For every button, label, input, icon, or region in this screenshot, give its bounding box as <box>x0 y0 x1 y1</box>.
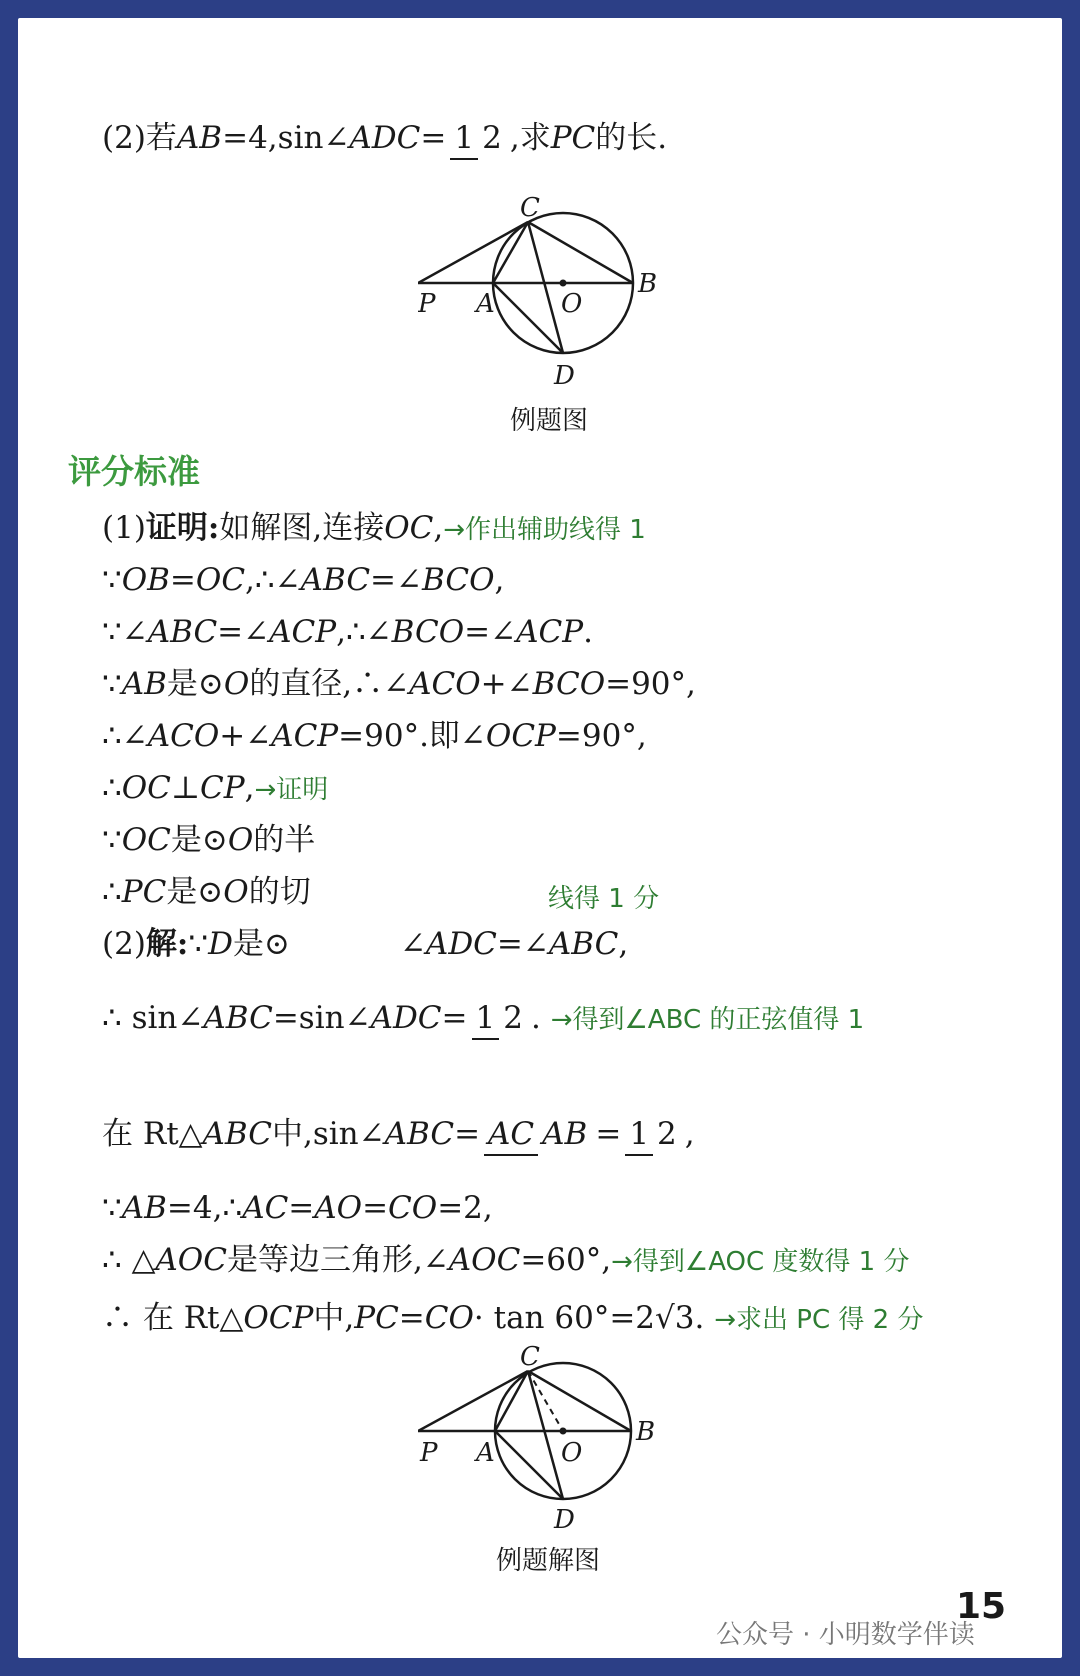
page-number: 15 <box>956 1586 1007 1627</box>
section-title: 评分标准 <box>68 452 200 491</box>
label-p: P <box>418 289 436 319</box>
solution-line-13: ∴ △AOC是等边三角形,∠AOC=60°,→得到∠AOC 度数得 1 分 <box>102 1240 909 1282</box>
score-note: →作出辅助线得 1 <box>443 515 646 545</box>
figure-2-caption: 例题解图 <box>496 1546 601 1576</box>
watermark: 公众号 · 小明数学伴读 <box>716 1620 975 1650</box>
solution-line-7: ∵OC是⊙O的半 <box>102 822 316 858</box>
label-c: C <box>520 193 540 223</box>
solution-line-1: (1)证明:如解图,连接OC,→作出辅助线得 1 <box>102 508 646 550</box>
geometry-figure-2 <box>418 1343 718 1553</box>
label-p: P <box>420 1438 438 1468</box>
label-d: D <box>554 1505 575 1535</box>
question-line: (2)若AB=4,sin∠ADC= 1 2 ,求PC的长. <box>102 118 667 160</box>
score-note: →得到∠AOC 度数得 1 分 <box>611 1247 910 1277</box>
solution-line-3: ∵∠ABC=∠ACP,∴∠BCO=∠ACP. <box>102 614 593 650</box>
page <box>18 18 1062 1658</box>
fraction: 1 2 <box>625 1115 680 1156</box>
solution-line-2: ∵OB=OC,∴∠ABC=∠BCO, <box>102 562 505 598</box>
line-cd <box>528 222 563 353</box>
label-o: O <box>561 1438 583 1468</box>
solution-line-10: ∴ sin∠ABC=sin∠ADC= 1 2 . →得到∠ABC 的正弦值得 1 <box>102 998 864 1040</box>
label-o: O <box>561 289 583 319</box>
score-note: →求出 PC 得 2 分 <box>714 1305 924 1335</box>
solution-line-4: ∵AB是⊙O的直径,∴∠ACO+∠BCO=90°, <box>102 666 696 702</box>
solution-line-14: ∴ 在 Rt△OCP中,PC=CO· tan 60°=2√3. →求出 PC 得 2 分 <box>102 1298 923 1340</box>
figure-1-caption: 例题图 <box>510 406 589 436</box>
solution-line-11: 在 Rt△ABC中,sin∠ABC= AC AB = 1 2 , <box>102 1114 695 1156</box>
label-d: D <box>554 361 575 391</box>
line-cb <box>528 1371 631 1431</box>
solution-line-8: ∴PC是⊙O的切 <box>102 874 311 910</box>
label-a: A <box>476 1438 495 1468</box>
label-a: A <box>476 289 495 319</box>
fraction: 1 2 <box>450 119 505 160</box>
label-b: B <box>638 269 658 299</box>
solution-line-5: ∴∠ACO+∠ACP=90°.即∠OCP=90°, <box>102 718 647 754</box>
geometry-figure-1 <box>418 188 718 403</box>
solution-line-9: (2)解:∵D是⊙ ∠ADC=∠ABC, <box>102 926 629 962</box>
score-note: →证明 <box>254 775 329 805</box>
line-cb <box>528 222 633 283</box>
solution-line-12: ∵AB=4,∴AC=AO=CO=2, <box>102 1190 493 1226</box>
solution-line-6: ∴OC⊥CP,→证明 <box>102 768 328 810</box>
fraction: AC AB <box>484 1115 591 1156</box>
score-note-8: 线得 1 分 <box>548 884 660 914</box>
label-c: C <box>520 1343 540 1372</box>
label-b: B <box>636 1417 656 1447</box>
score-note: →得到∠ABC 的正弦值得 1 <box>550 1005 865 1035</box>
center-dot <box>560 280 567 287</box>
fraction: 1 2 <box>472 999 527 1040</box>
center-dot <box>560 1428 567 1435</box>
